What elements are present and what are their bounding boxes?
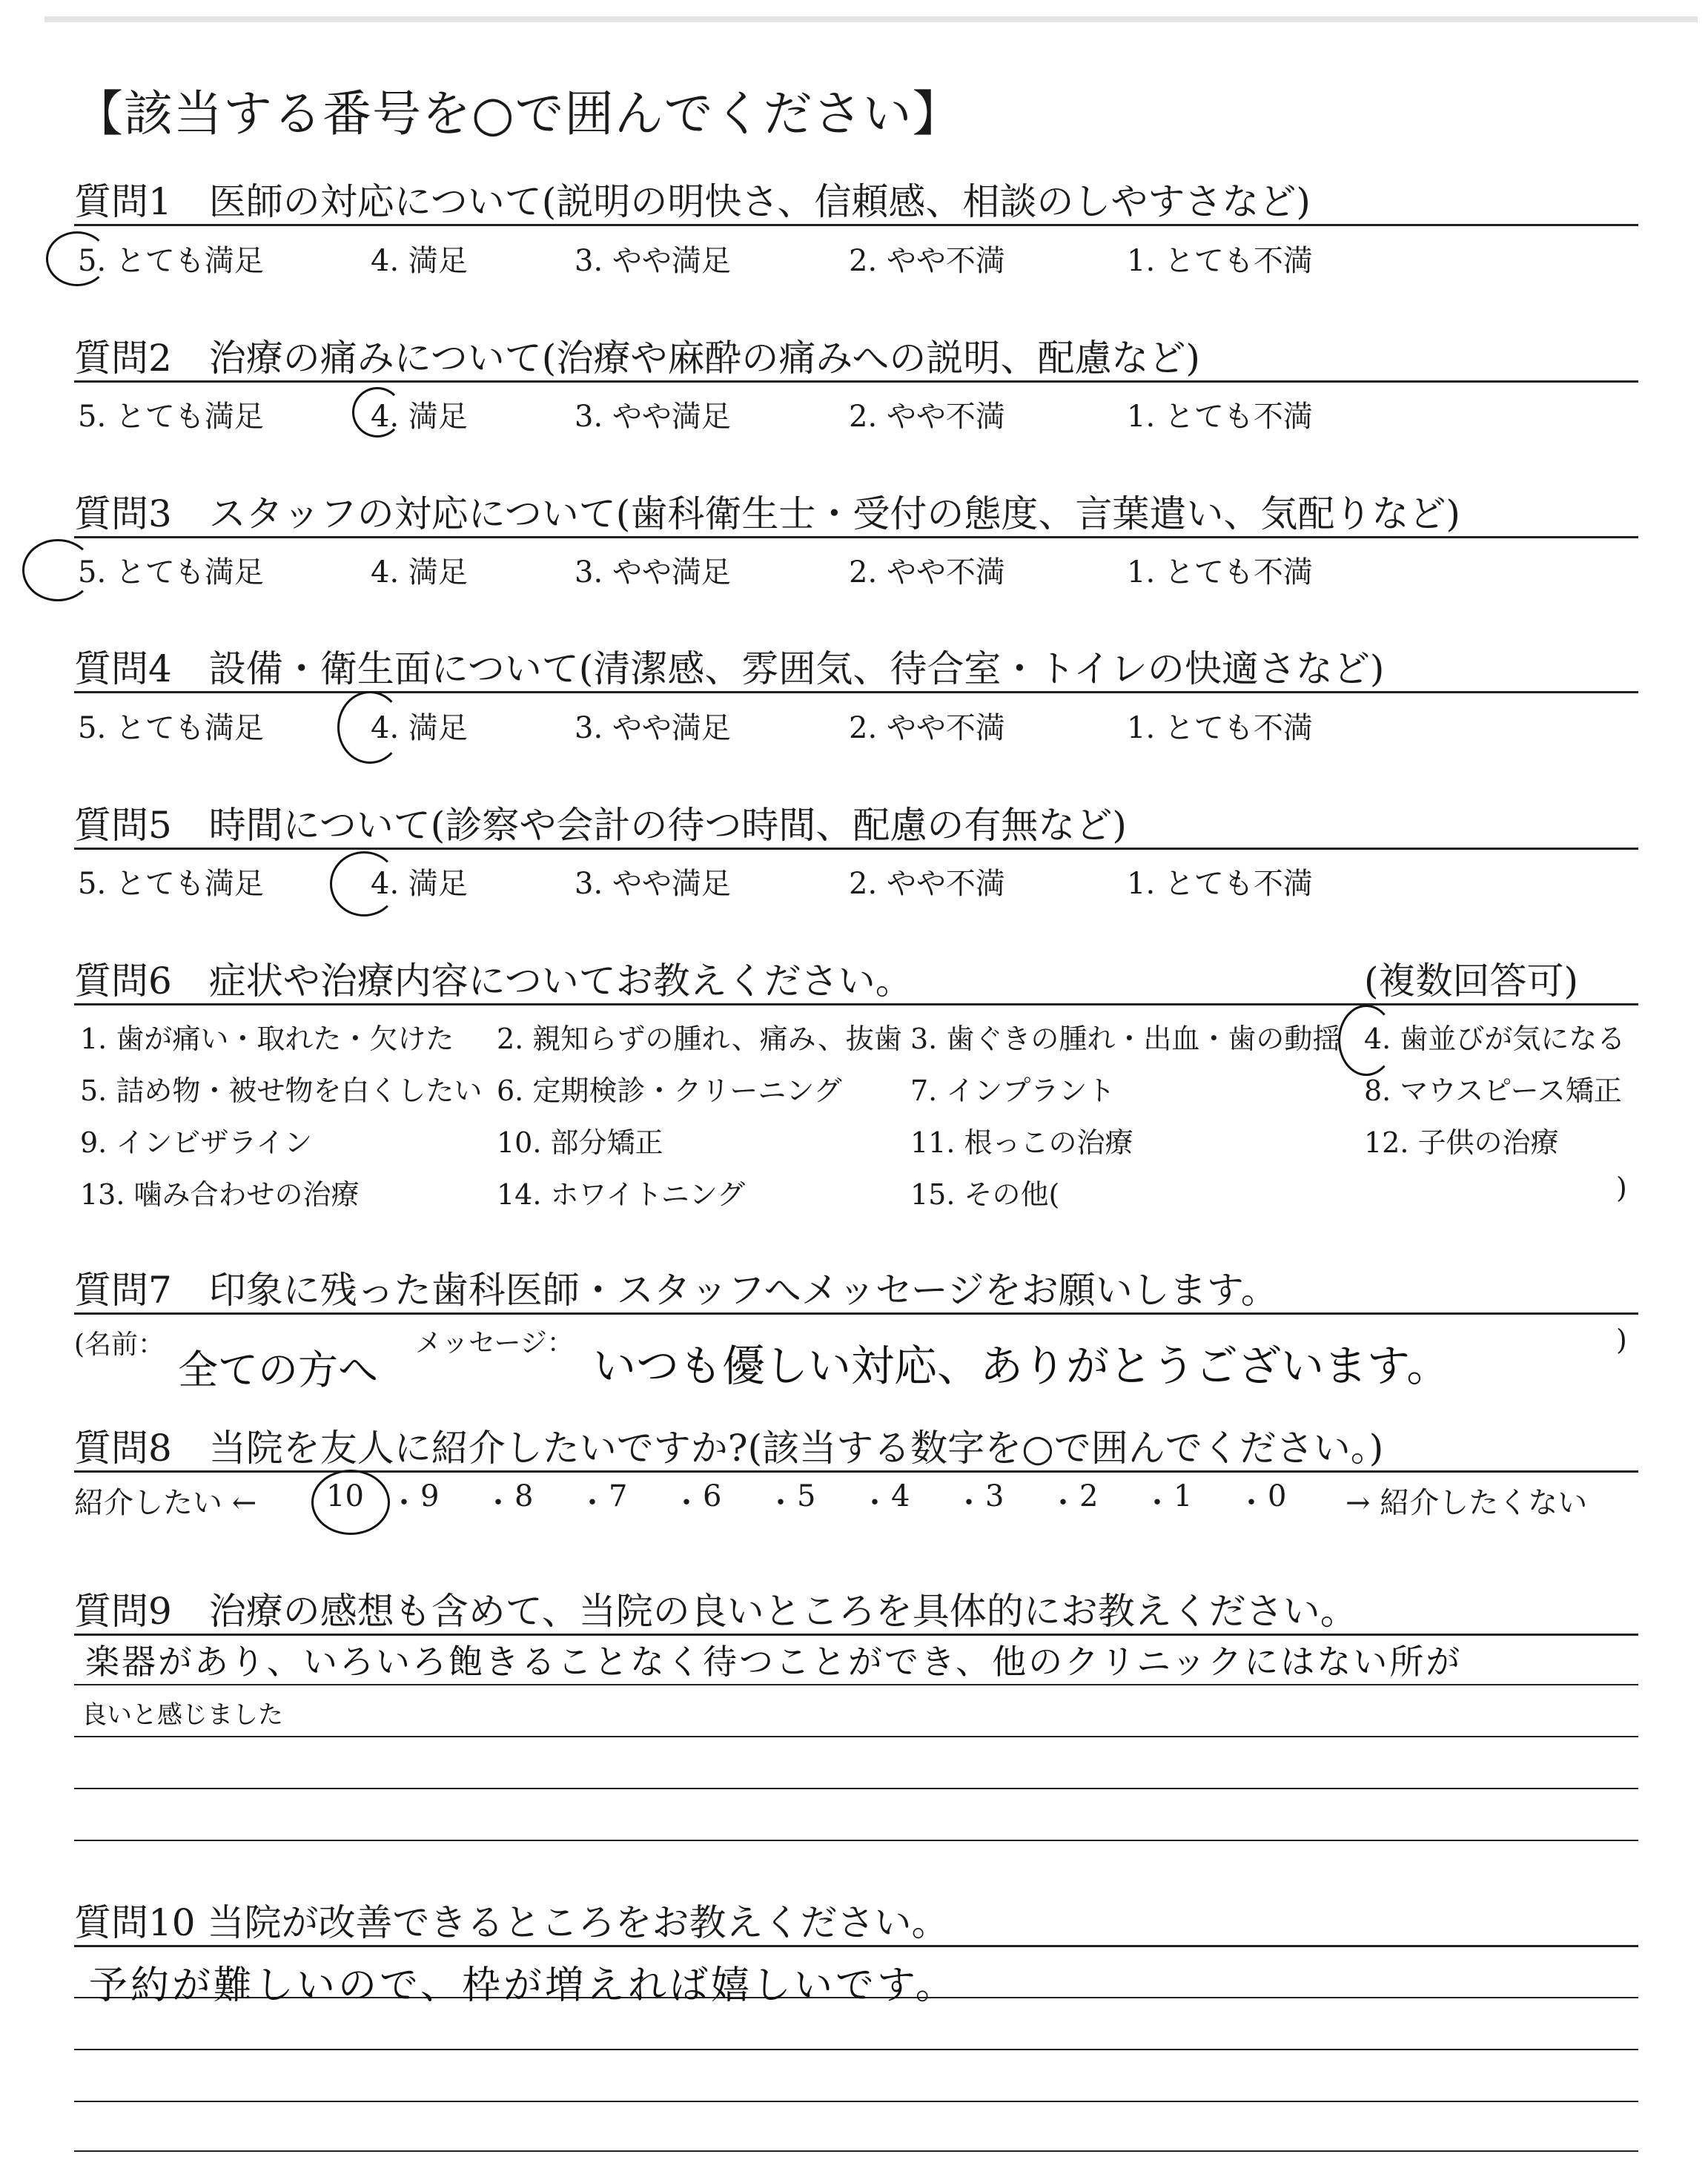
q8-scale-separator: ・ xyxy=(577,1486,607,1520)
q8-title: 質問8 当院を友人に紹介したいですか?(該当する数字を○で囲んでください。) xyxy=(74,1427,1384,1470)
q9-answer-line1[interactable]: 楽器があり、いろいろ飽きることなく待つことができ、他のクリニックにはない所が xyxy=(85,1642,1463,1682)
q3-option-5[interactable]: 5. とても満足 xyxy=(78,555,264,589)
q2-option-2[interactable]: 2. やや不満 xyxy=(849,400,1005,434)
q6-item-4-circle xyxy=(1338,1005,1394,1076)
q6-item-8[interactable]: 8. マウスピース矯正 xyxy=(1364,1074,1622,1107)
q8-scale-separator: ・ xyxy=(672,1486,701,1520)
q8-scale-separator: ・ xyxy=(1237,1486,1266,1520)
q4-rule xyxy=(74,691,1638,693)
q5-answer-circle xyxy=(330,851,398,916)
q8-scale-7[interactable]: 7 xyxy=(609,1479,628,1513)
q7-rule xyxy=(74,1312,1638,1315)
q2-answer-circle xyxy=(352,387,403,437)
q4-option-4[interactable]: 4. 満足 xyxy=(371,711,468,745)
q9-rule-4 xyxy=(74,1840,1638,1841)
q8-scale-3[interactable]: 3 xyxy=(985,1479,1004,1513)
q4-option-2[interactable]: 2. やや不満 xyxy=(849,711,1005,745)
q6-item-10[interactable]: 10. 部分矯正 xyxy=(497,1126,663,1159)
top-rule xyxy=(44,16,1698,22)
q1-title: 質問1 医師の対応について(説明の明快さ、信頼感、相談のしやすさなど) xyxy=(74,180,1311,223)
q1-option-4[interactable]: 4. 満足 xyxy=(371,244,468,278)
q10-title: 質問10 当院が改善できるところをお教えください。 xyxy=(74,1901,949,1944)
q4-option-1[interactable]: 1. とても不満 xyxy=(1127,711,1313,745)
q6-item-7[interactable]: 7. インプラント xyxy=(910,1074,1116,1107)
q8-scale-separator: ・ xyxy=(1048,1486,1078,1520)
q6-item-6[interactable]: 6. 定期検診・クリーニング xyxy=(497,1074,842,1107)
q2-option-4[interactable]: 4. 満足 xyxy=(371,400,468,434)
q6-item-15[interactable]: 15. その他( xyxy=(910,1178,1060,1211)
q6-title: 質問6 症状や治療内容についてお教えください。 xyxy=(74,960,913,1003)
q2-rule xyxy=(74,380,1638,383)
q8-scale-separator: ・ xyxy=(1142,1486,1172,1520)
q6-item-4[interactable]: 4. 歯並びが気になる xyxy=(1364,1023,1626,1055)
q8-rule xyxy=(74,1470,1638,1473)
q6-item-2[interactable]: 2. 親知らずの腫れ、痛み、抜歯 xyxy=(497,1023,902,1055)
q6-item-12[interactable]: 12. 子供の治療 xyxy=(1364,1126,1559,1159)
q1-answer-circle xyxy=(46,231,108,286)
q6-rule xyxy=(74,1003,1638,1005)
q7-message-label: メッセージ： xyxy=(415,1328,574,1358)
q8-scale-5[interactable]: 5 xyxy=(797,1479,816,1513)
q9-answer-line2[interactable]: 良いと感じました xyxy=(82,1700,283,1730)
q2-title: 質問2 治療の痛みについて(治療や麻酔の痛みへの説明、配慮など) xyxy=(74,337,1200,380)
q3-option-2[interactable]: 2. やや不満 xyxy=(849,555,1005,589)
q7-title: 質問7 印象に残った歯科医師・スタッフへメッセージをお願いします。 xyxy=(74,1269,1278,1312)
q6-item-13[interactable]: 13. 噛み合わせの治療 xyxy=(80,1178,360,1211)
q9-rule-3 xyxy=(74,1788,1638,1789)
q8-scale-8[interactable]: 8 xyxy=(514,1479,534,1513)
q5-option-1[interactable]: 1. とても不満 xyxy=(1127,867,1313,901)
q6-note: (複数回答可) xyxy=(1364,960,1579,1003)
q9-rule-2 xyxy=(74,1736,1638,1737)
q3-title: 質問3 スタッフの対応について(歯科衛生士・受付の態度、言葉遣い、気配りなど) xyxy=(74,492,1460,535)
q1-option-1[interactable]: 1. とても不満 xyxy=(1127,244,1313,278)
q8-answer-circle xyxy=(311,1470,390,1535)
q5-option-5[interactable]: 5. とても満足 xyxy=(78,867,264,901)
q8-scale-6[interactable]: 6 xyxy=(703,1479,722,1513)
q10-answer[interactable]: 予約が難しいので、枠が増えれば嬉しいです。 xyxy=(89,1964,957,2008)
q3-answer-circle xyxy=(22,539,93,601)
q9-title: 質問9 治療の感想も含めて、当院の良いところを具体的にお教えください。 xyxy=(74,1590,1357,1633)
q8-scale-separator: ・ xyxy=(766,1486,795,1520)
q10-rule-0 xyxy=(74,1945,1638,1947)
page-title: 【該当する番号を○で囲んでください】 xyxy=(74,85,962,142)
q8-scale-0[interactable]: 0 xyxy=(1268,1479,1287,1513)
q8-right-label: → 紹介したくない xyxy=(1345,1486,1588,1520)
q8-scale-2[interactable]: 2 xyxy=(1079,1479,1099,1513)
q10-rule-2 xyxy=(74,2049,1638,2050)
q7-name-label: (名前： xyxy=(74,1330,165,1360)
q8-scale-separator: ・ xyxy=(860,1486,890,1520)
q5-title: 質問5 時間について(診察や会計の待つ時間、配慮の有無など) xyxy=(74,804,1127,847)
q6-item-5[interactable]: 5. 詰め物・被せ物を白くしたい xyxy=(80,1074,483,1107)
q1-rule xyxy=(74,224,1638,226)
q8-scale-4[interactable]: 4 xyxy=(891,1479,910,1513)
q8-scale-separator: ・ xyxy=(389,1486,419,1520)
q6-item-14[interactable]: 14. ホワイトニング xyxy=(497,1178,746,1211)
q5-rule xyxy=(74,848,1638,850)
q4-answer-circle xyxy=(337,691,403,764)
q10-rule-4 xyxy=(74,2150,1638,2152)
q8-scale-10[interactable]: 10 xyxy=(326,1479,364,1513)
q10-rule-3 xyxy=(74,2101,1638,2102)
q6-item-15-close: ) xyxy=(1616,1172,1627,1204)
q7-message-value[interactable]: いつも優しい対応、ありがとうございます。 xyxy=(593,1341,1450,1391)
q3-rule xyxy=(74,536,1638,538)
q6-item-3[interactable]: 3. 歯ぐきの腫れ・出血・歯の動揺 xyxy=(910,1023,1341,1055)
q2-option-5[interactable]: 5. とても満足 xyxy=(78,400,264,434)
q2-option-1[interactable]: 1. とても不満 xyxy=(1127,400,1313,434)
q8-left-label: 紹介したい ← xyxy=(74,1486,257,1520)
q9-rule-1 xyxy=(74,1684,1638,1685)
q8-scale-separator: ・ xyxy=(483,1486,513,1520)
q8-scale-1[interactable]: 1 xyxy=(1174,1479,1193,1513)
q5-option-3[interactable]: 3. やや満足 xyxy=(575,867,731,901)
q5-option-4[interactable]: 4. 満足 xyxy=(371,867,468,901)
q5-option-2[interactable]: 2. やや不満 xyxy=(849,867,1005,901)
q6-item-1[interactable]: 1. 歯が痛い・取れた・欠けた xyxy=(80,1023,454,1055)
q8-scale-9[interactable]: 9 xyxy=(420,1479,440,1513)
q4-option-3[interactable]: 3. やや満足 xyxy=(575,711,731,745)
q3-option-3[interactable]: 3. やや満足 xyxy=(575,555,731,589)
q4-title: 質問4 設備・衛生面について(清潔感、雰囲気、待合室・トイレの快適さなど) xyxy=(74,647,1385,690)
q7-name-value[interactable]: 全ての方へ xyxy=(178,1347,378,1393)
q7-close-paren: ) xyxy=(1616,1324,1627,1356)
q6-item-9[interactable]: 9. インビザライン xyxy=(80,1126,313,1159)
q1-option-5[interactable]: 5. とても満足 xyxy=(78,244,264,278)
q1-option-2[interactable]: 2. やや不満 xyxy=(849,244,1005,278)
q4-option-5[interactable]: 5. とても満足 xyxy=(78,711,264,745)
q3-option-4[interactable]: 4. 満足 xyxy=(371,555,468,589)
q2-option-3[interactable]: 3. やや満足 xyxy=(575,400,731,434)
q3-option-1[interactable]: 1. とても不満 xyxy=(1127,555,1313,589)
q8-scale-separator: ・ xyxy=(954,1486,984,1520)
q6-item-11[interactable]: 11. 根っこの治療 xyxy=(910,1126,1133,1159)
q1-option-3[interactable]: 3. やや満足 xyxy=(575,244,731,278)
